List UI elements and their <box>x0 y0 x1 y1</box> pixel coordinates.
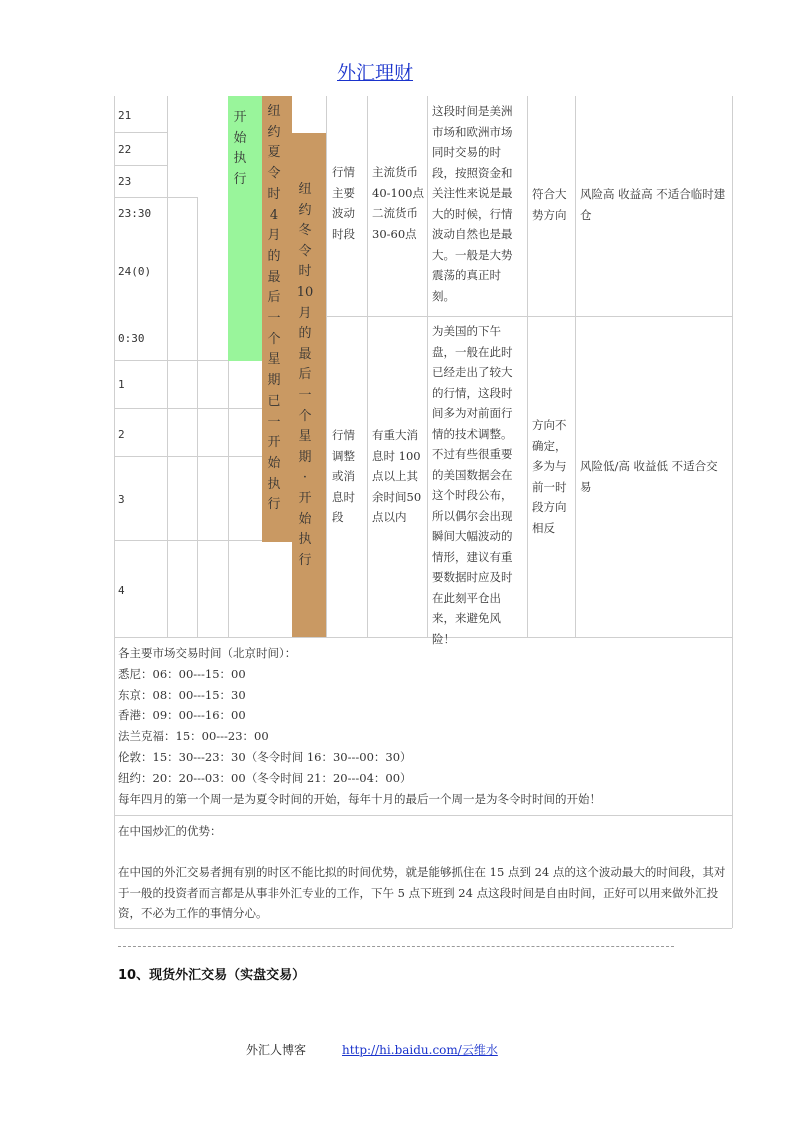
vertical-char: 约 <box>298 202 312 218</box>
vertical-char: · <box>302 470 308 486</box>
time-label: 24(0) <box>118 265 152 278</box>
vertical-char: 星 <box>267 352 281 368</box>
notes-line: 悉尼：06：00---15：00 <box>118 666 246 681</box>
time-label: 22 <box>118 143 132 156</box>
table-border <box>114 637 115 928</box>
vertical-char: 月 <box>267 228 281 244</box>
vertical-char: 10 <box>296 284 314 300</box>
vertical-char: 冬 <box>298 223 312 239</box>
advantage-section <box>118 821 728 924</box>
vertical-char: 约 <box>267 124 281 140</box>
ny-summer-label: 开 始 执 行 <box>233 110 247 187</box>
vertical-char: 夏 <box>267 145 281 161</box>
vertical-char: 纽 <box>298 182 312 197</box>
vertical-char: 月 <box>298 305 312 321</box>
market-hours-notes <box>118 643 601 809</box>
vertical-char: 时 <box>267 186 281 202</box>
table-border <box>732 96 733 928</box>
section-heading: 10、现货外汇交易（实盘交易） <box>118 968 306 983</box>
time-label: 23:30 <box>118 207 152 220</box>
vertical-char: 最 <box>267 269 281 285</box>
ny-winter-time-label <box>292 180 318 571</box>
range-cell: 有重大消息时 100点以上其余时间50点以内 <box>372 428 422 524</box>
vertical-char: 期 <box>298 449 312 465</box>
phase-cell: 行情调整或消息时段 <box>332 428 355 524</box>
notes-line: 东京：08：00---15：30 <box>118 687 246 702</box>
vertical-char: 始 <box>267 455 281 471</box>
table-border <box>114 96 115 637</box>
vertical-char: 的 <box>298 326 312 342</box>
ny-summer-time-label <box>262 102 286 516</box>
notes-line: 纽约：20：20---03：00（冬令时间 21：20---04：00） <box>118 770 412 785</box>
vertical-char: 一 <box>267 311 281 327</box>
trend-cell: 方向不确定，多为与前一时段方向相反 <box>532 418 567 535</box>
vertical-char: 令 <box>267 166 281 182</box>
notes-title: 各主要市场交易时间（北京时间）： <box>118 646 297 660</box>
time-label: 2 <box>118 428 125 441</box>
vertical-char: 纽 <box>267 104 281 119</box>
time-label: 1 <box>118 378 125 391</box>
vertical-char: 执 <box>298 532 312 548</box>
time-label: 4 <box>118 584 125 597</box>
footer-link[interactable]: http://hi.baidu.com/云维水 <box>342 1043 498 1057</box>
time-label: 23 <box>118 175 132 188</box>
vertical-char: 期 <box>267 373 281 389</box>
notes-line: 法兰克福：15：00---23：00 <box>118 729 269 744</box>
vertical-char: 的 <box>267 248 281 264</box>
divider <box>118 946 674 947</box>
notes-line: 伦敦：15：30---23：30（冬令时间 16：30---00：30） <box>118 749 412 764</box>
time-label: 3 <box>118 493 125 506</box>
vertical-char: 时 <box>298 264 312 280</box>
desc-cell: 为美国的下午盘，一般在此时已经走出了较大的行情，这段时间多为对前面行情的技术调整。不过有些很重要的美国数据会在这个时段公布，所以偶尔会出现瞬间大幅波动的情形，建议有重要数据时应及时在此刻平仓出来，来避免风险！ <box>432 324 513 646</box>
footer-label: 外汇人博客 <box>246 1043 307 1057</box>
trend-cell: 符合大势方向 <box>532 187 567 222</box>
range-cell: 主流货币40-100点二流货币30-60点 <box>372 165 424 241</box>
time-label: 21 <box>118 109 132 122</box>
vertical-char: 执 <box>267 476 281 492</box>
risk-cell: 风险低/高 收益低 不适合交易 <box>580 459 718 494</box>
vertical-char: 星 <box>298 429 312 445</box>
notes-line: 每年四月的第一个周一是为夏令时间的开始，每年十月的最后一个周一是为冬令时时间的开始！ <box>118 791 601 806</box>
advantage-body: 在中国的外汇交易者拥有别的时区不能比拟的时间优势，就是能够抓住在 15 点到 24 点的这个波动最大的时间段，其对于一般的投资者而言都是从事非外汇专业的工作，下午 5 点下班到 24 点这段时间是自由时间，正好可以用来做外汇投资，不必为工作的事情分心。 <box>118 864 726 921</box>
vertical-char: 一 <box>267 414 281 430</box>
vertical-char: 个 <box>267 331 281 347</box>
vertical-char: 一 <box>298 387 312 403</box>
vertical-char: 已 <box>267 393 281 409</box>
vertical-char: 个 <box>298 408 312 424</box>
advantage-title: 在中国炒汇的优势： <box>118 824 222 838</box>
vertical-char: 后 <box>267 290 281 306</box>
desc-cell: 这段时间是美洲市场和欧洲市场同时交易的时段，按照资金和关注性来说是最大的时候，行情波动自然也是最大。一般是大势震荡的真正时刻。 <box>432 104 513 303</box>
vertical-char: 令 <box>298 243 312 259</box>
vertical-char: 开 <box>298 490 312 506</box>
vertical-char: 始 <box>298 511 312 527</box>
time-label: 0:30 <box>118 332 145 345</box>
vertical-char: 行 <box>298 552 312 568</box>
phase-cell: 行情主要波动时段 <box>332 165 355 241</box>
page-title[interactable]: 外汇理财 <box>337 62 414 84</box>
vertical-char: 4 <box>269 207 279 223</box>
vertical-char: 开 <box>267 435 281 451</box>
vertical-char: 行 <box>267 497 281 513</box>
vertical-char: 最 <box>298 346 312 362</box>
vertical-char: 后 <box>298 367 312 383</box>
risk-cell: 风险高 收益高 不适合临时建仓 <box>580 187 726 222</box>
notes-line: 香港：09：00---16：00 <box>118 708 246 723</box>
